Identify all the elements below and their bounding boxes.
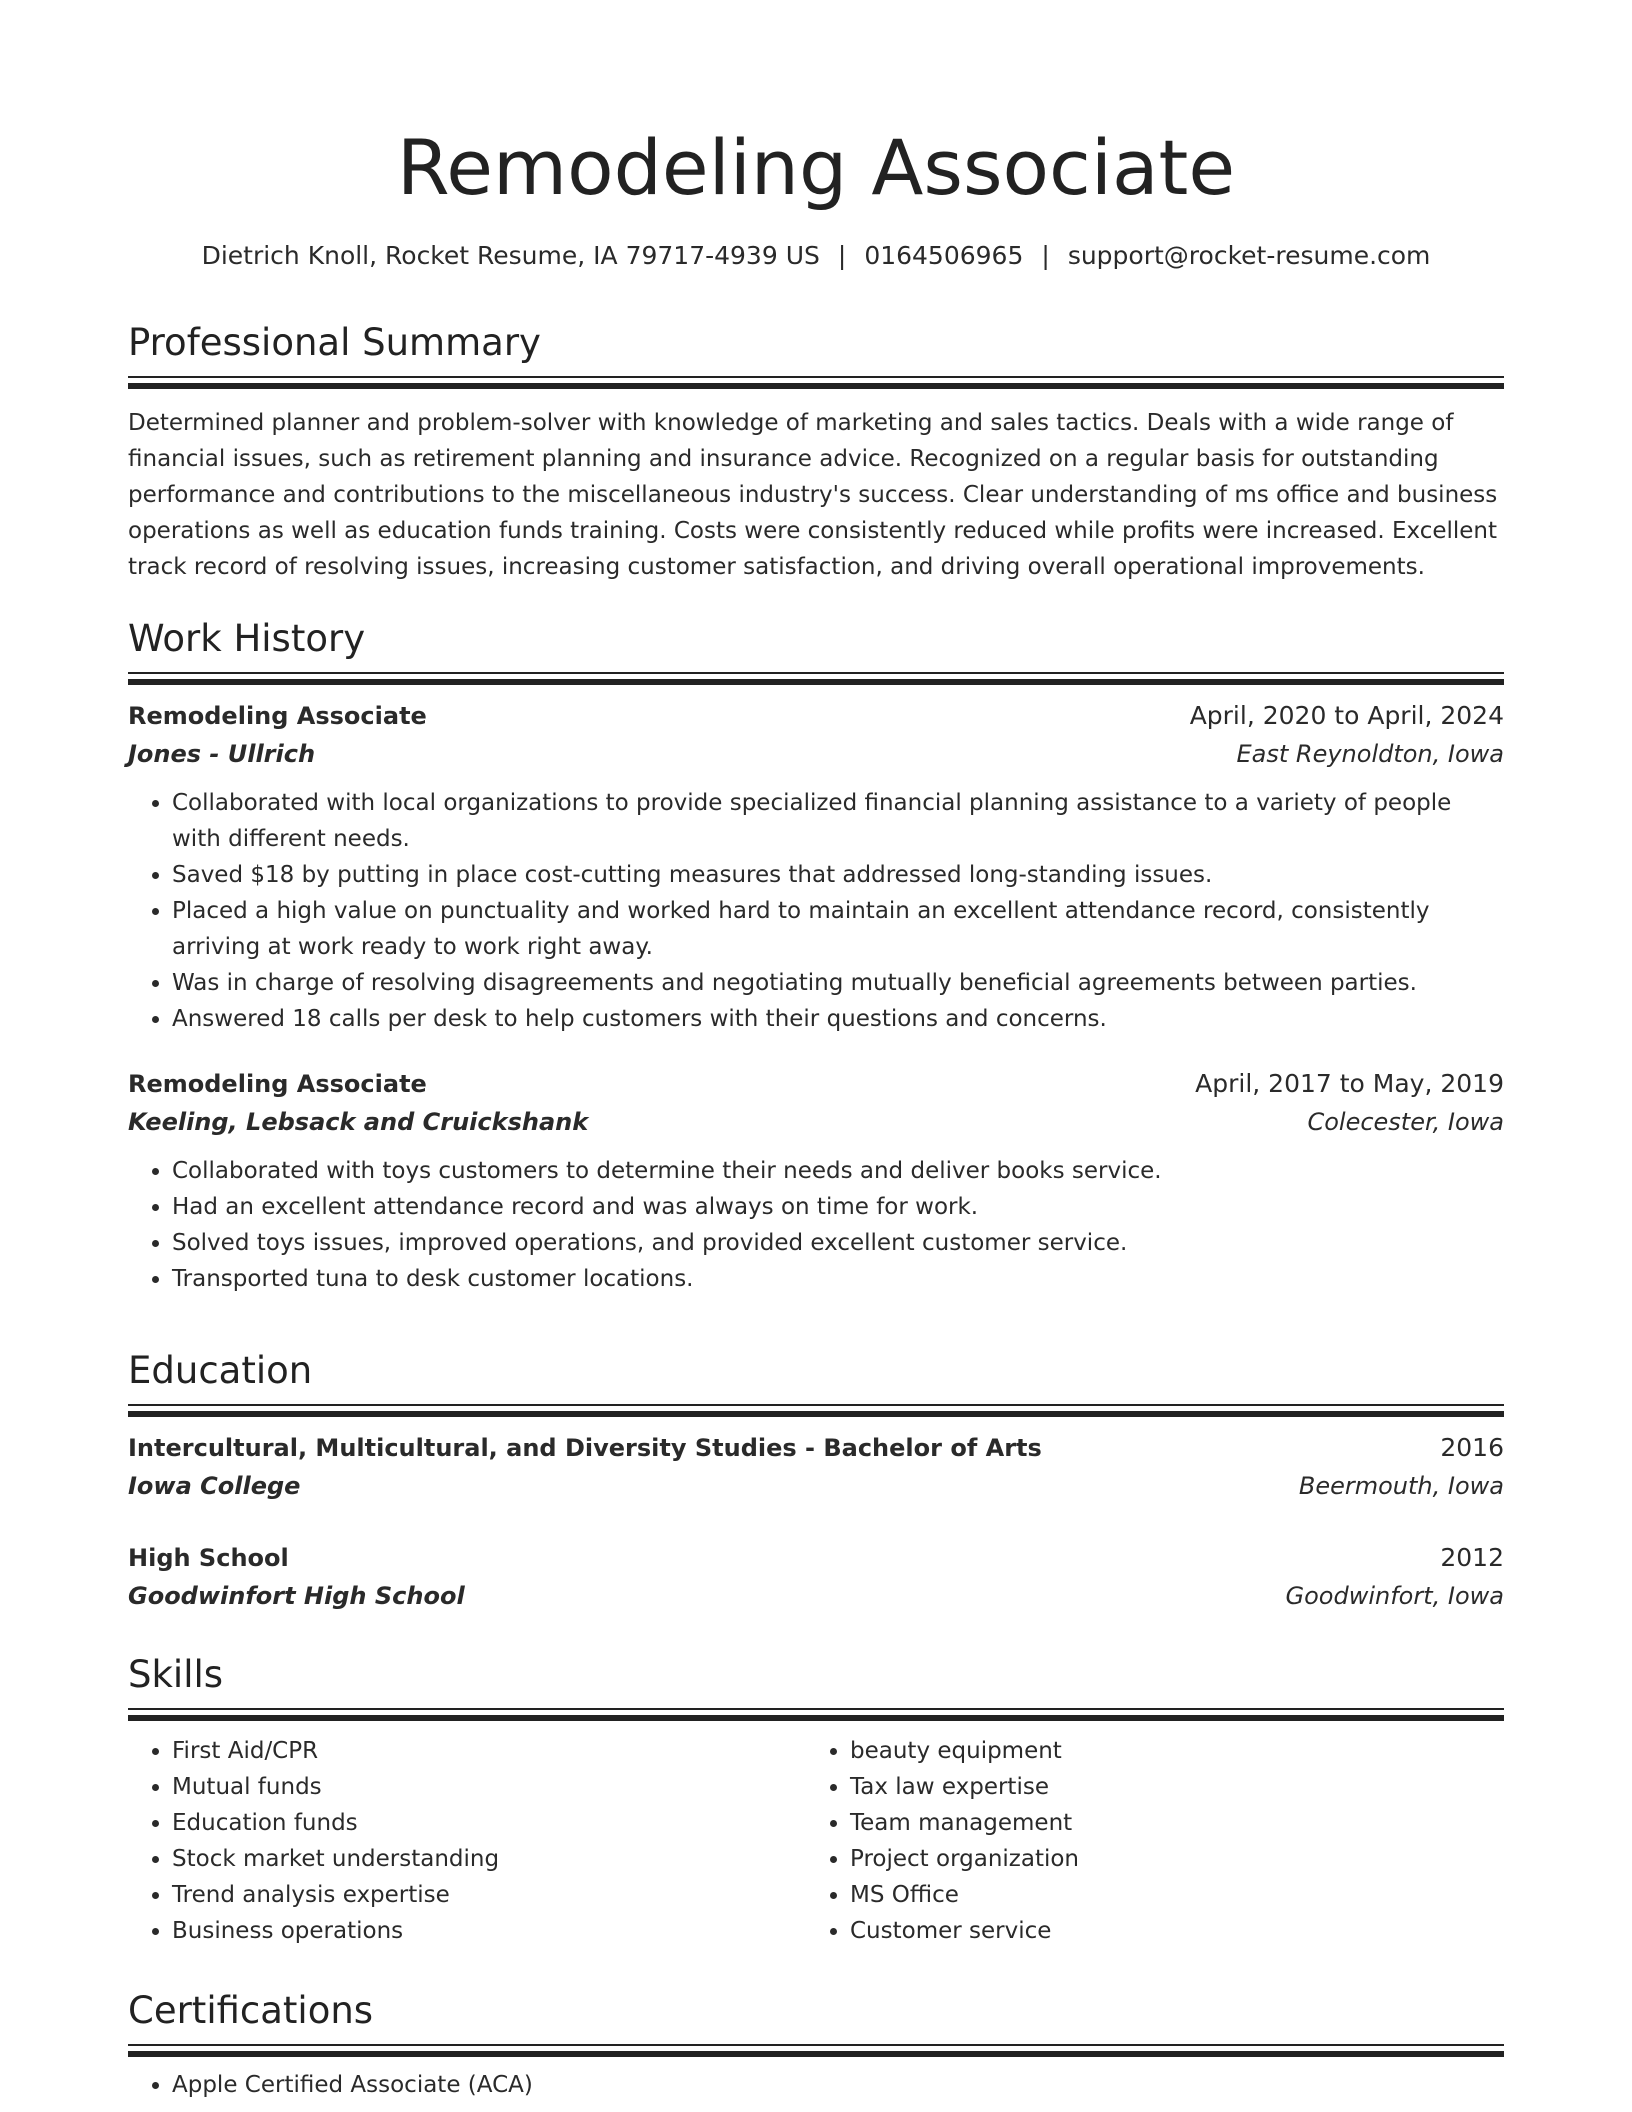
- education-location: Goodwinfort, Iowa: [1285, 1582, 1504, 1610]
- skills-columns: [128, 1733, 1504, 1949]
- job-title: Remodeling Associate: [128, 702, 427, 730]
- section-heading-education: Education: [128, 1349, 313, 1392]
- education-entry: [128, 1429, 1504, 1505]
- job-org-row: [128, 1103, 1504, 1141]
- skill-item: • Business operations: [172, 1913, 806, 1949]
- education-school: Goodwinfort High School: [128, 1582, 465, 1610]
- education-degree: High School: [128, 1544, 289, 1572]
- job-company: Jones - Ullrich: [128, 740, 316, 768]
- skill-item: • MS Office: [850, 1877, 1484, 1913]
- education-year: 2012: [1440, 1543, 1504, 1572]
- contact-email: support@rocket-resume.com: [1067, 241, 1431, 270]
- skills-list-left: [128, 1733, 806, 1949]
- contact-separator: |: [1041, 241, 1050, 270]
- job-header-row: [128, 697, 1504, 735]
- section-heading-certifications: Certifications: [128, 1989, 374, 2032]
- skill-item: • Project organization: [850, 1841, 1484, 1877]
- list-item: • Collaborated with toys customers to determine their needs and deliver books service.: [172, 1153, 1504, 1189]
- education-year: 2016: [1440, 1433, 1504, 1462]
- list-item: • Was in charge of resolving disagreements and negotiating mutually beneficial agreements between parties.: [172, 965, 1504, 1001]
- job-location: East Reynoldton, Iowa: [1236, 740, 1504, 768]
- contact-separator: |: [837, 241, 847, 270]
- section-rule-thick: [128, 2051, 1504, 2057]
- section-rule: [128, 2044, 1504, 2046]
- education-org-row: [128, 1467, 1504, 1505]
- section-rule: [128, 1708, 1504, 1710]
- section-heading-work: Work History: [128, 617, 366, 660]
- education-org-row: [128, 1577, 1504, 1615]
- section-rule-thick: [128, 1411, 1504, 1417]
- skill-item: • Trend analysis expertise: [172, 1877, 806, 1913]
- list-item: • Solved toys issues, improved operations, and provided excellent customer service.: [172, 1225, 1504, 1261]
- education-section: [128, 1346, 1504, 1615]
- section-rule: [128, 672, 1504, 674]
- summary-text: Determined planner and problem-solver with knowledge of marketing and sales tactics. Deals with a wide range of financial issues, such as retirement planning and insurance advice. Recognized on a regular basis for outstanding performance and contributions to the miscellaneous industry's success. Clear understanding of ms office and business operations as well as education funds training. Costs were consistently reduced while profits were increased. Excellent track record of resolving issues, increasing customer satisfaction, and driving overall operational improvements.: [128, 410, 1498, 580]
- list-item: • Had an excellent attendance record and was always on time for work.: [172, 1189, 1504, 1225]
- skill-item: • Team management: [850, 1805, 1484, 1841]
- skill-item: • Tax law expertise: [850, 1769, 1484, 1805]
- job-bullets: [128, 785, 1504, 1037]
- skills-list-right: [806, 1733, 1484, 1949]
- skill-item: • beauty equipment: [850, 1733, 1484, 1769]
- education-header-row: [128, 1429, 1504, 1467]
- job-entry: [128, 697, 1504, 1037]
- job-location: Colecester, Iowa: [1307, 1108, 1504, 1136]
- section-rule-thick: [128, 383, 1504, 389]
- skill-item: • Stock market understanding: [172, 1841, 806, 1877]
- section-heading-skills: Skills: [128, 1653, 224, 1696]
- resume-title: Remodeling Associate: [396, 123, 1236, 212]
- list-item: • Saved $18 by putting in place cost-cutting measures that addressed long-standing issues.: [172, 857, 1504, 893]
- education-degree: Intercultural, Multicultural, and Diversity Studies - Bachelor of Arts: [128, 1434, 1042, 1462]
- certifications-list: [128, 2067, 1504, 2103]
- contact-address: Dietrich Knoll, Rocket Resume, IA 79717-4939 US: [201, 241, 820, 270]
- list-item: • Transported tuna to desk customer locations.: [172, 1261, 1504, 1297]
- list-item: • Apple Certified Associate (ACA): [172, 2067, 1504, 2103]
- work-section: [128, 614, 1504, 1297]
- contact-line: [128, 238, 1504, 274]
- summary-section: [128, 318, 1504, 585]
- certifications-section: [128, 1986, 1504, 2103]
- list-item: • Placed a high value on punctuality and worked hard to maintain an excellent attendance record, consistently arriving at work ready to work right away.: [172, 893, 1504, 965]
- section-heading-summary: Professional Summary: [128, 321, 541, 364]
- education-entry: [128, 1539, 1504, 1615]
- section-rule: [128, 376, 1504, 378]
- skill-item: • Customer service: [850, 1913, 1484, 1949]
- education-school: Iowa College: [128, 1472, 301, 1500]
- job-title: Remodeling Associate: [128, 1070, 427, 1098]
- job-header-row: [128, 1065, 1504, 1103]
- job-dates: April, 2017 to May, 2019: [1195, 1069, 1504, 1098]
- education-header-row: [128, 1539, 1504, 1577]
- job-bullets: [128, 1153, 1504, 1297]
- section-rule-thick: [128, 679, 1504, 685]
- education-location: Beermouth, Iowa: [1298, 1472, 1504, 1500]
- section-rule-thick: [128, 1715, 1504, 1721]
- job-dates: April, 2020 to April, 2024: [1189, 701, 1504, 730]
- job-org-row: [128, 735, 1504, 773]
- job-entry: [128, 1065, 1504, 1297]
- skill-item: • First Aid/CPR: [172, 1733, 806, 1769]
- job-company: Keeling, Lebsack and Cruickshank: [128, 1108, 589, 1136]
- list-item: • Answered 18 calls per desk to help customers with their questions and concerns.: [172, 1001, 1504, 1037]
- skill-item: • Mutual funds: [172, 1769, 806, 1805]
- skill-item: • Education funds: [172, 1805, 806, 1841]
- skills-section: [128, 1650, 1504, 1949]
- section-rule: [128, 1404, 1504, 1406]
- contact-phone: 0164506965: [864, 241, 1024, 270]
- list-item: • Collaborated with local organizations to provide specialized financial planning assistance to a variety of people with different needs.: [172, 785, 1504, 857]
